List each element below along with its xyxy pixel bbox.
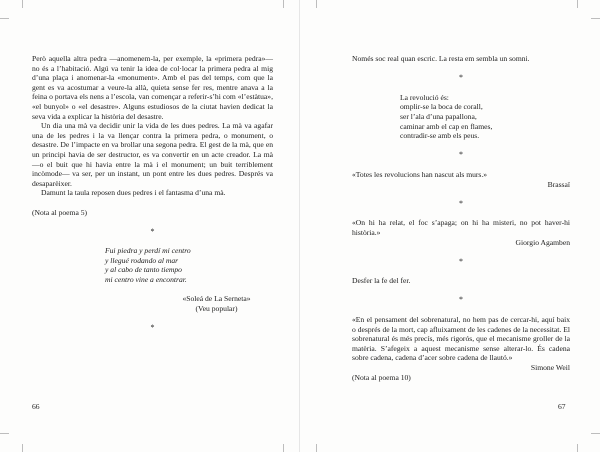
poem-note: (Nota al poema 10) xyxy=(352,372,411,382)
poem-line: omplir-se la boca de corall, xyxy=(400,102,483,112)
crop-mark xyxy=(0,18,9,19)
crop-mark xyxy=(577,0,578,8)
page-number-right: 67 xyxy=(558,402,566,411)
crop-mark xyxy=(316,444,317,452)
section-separator: * xyxy=(459,295,463,305)
attribution-title: «Soleá de La Serneta» xyxy=(182,294,251,304)
quote-author: Giorgio Agamben xyxy=(515,237,570,247)
poem-line: Fui piedra y perdí mi centro xyxy=(105,246,191,256)
poem-line: y llegué rodando al mar xyxy=(105,255,179,265)
poem-line: ser l’ala d’una papallona, xyxy=(400,111,477,121)
quote: «On hi ha relat, el foc s’apaga; on hi ha misteri, no pot haver-hi història.» xyxy=(352,218,570,237)
crop-mark xyxy=(591,433,600,434)
poem-note: (Nota al poema 5) xyxy=(32,207,88,217)
paragraph: Només soc real quan escric. La resta em sembla un somni. xyxy=(352,54,530,63)
crop-mark xyxy=(591,18,600,19)
section-separator: * xyxy=(459,256,463,266)
quote: «En el pensament del sobrenatural, no hem pas de cercar-hi, aquí baix o després de la mort, cap afluixament de les cadenes de la necessitat. El sobrenatural és més precís, més rigorós, que el mecanisme groller de la matèria. S’afegeix a aquest mecanisme sense alterar-lo. És cadena sobre cadena, cadena d’acer sobre cadena de llautó.» xyxy=(352,315,570,363)
crop-mark xyxy=(283,444,284,452)
right-page-text xyxy=(352,54,570,382)
poem-line: y al cabo de tanto tiempo xyxy=(105,265,182,275)
crop-mark xyxy=(577,444,578,452)
attribution-source: (Veu popular) xyxy=(195,303,238,313)
section-separator: * xyxy=(150,226,155,236)
paragraph: Damunt la taula reposen dues pedres i el fantasma d’una mà. xyxy=(41,188,226,198)
quote-author: Simone Weil xyxy=(530,363,570,373)
section-separator: * xyxy=(459,73,463,83)
section-separator: * xyxy=(459,198,463,208)
poem-stanza xyxy=(352,93,570,141)
poem-attribution xyxy=(32,294,273,313)
paragraph: Un dia una mà va decidir unir la vida de les dues pedres. La mà va agafar una de les pedres i la va llençar contra la primera pedra, o monument, o desastre. De l’impacte en va brollar una segona pedra. El gest de la mà, que en un principi havia de ser destructor, es va convertir en un acte creador. La mà —o el buit que hi havia entre la mà i el monument; un buit terriblement incòmode— va ser, per un instant, un pont entre les dues pedres. Després va desaparèixer. xyxy=(32,121,273,188)
poem-line: mi centro vine a encontrar. xyxy=(105,275,187,285)
left-page-text xyxy=(32,54,273,333)
page-number-left: 66 xyxy=(32,402,40,411)
poem-line: contradir-se amb els peus. xyxy=(400,131,480,141)
poem-line: La revolució és: xyxy=(400,92,449,102)
crop-mark xyxy=(283,0,284,8)
paragraph: Però aquella altra pedra —anomenem-la, per exemple, la «primera pedra»— no és a l’habitació. Algú va tenir la idea de col·locar la primera pedra al mig d’una plaça i anomenar-la «monument». Amb el pas del temps, com que la gent es va acostumar a veure-la allà, quieta sense fer res, mentre anava a la feina o portava els nens a l’escola, van començar a referir-s’hi com «l’estàtua», «el bunyol» o «el desastre». Alguns estudiosos de la ciutat havien dedicat la seva vida a explicar la història del desastre. xyxy=(32,54,273,121)
crop-mark xyxy=(22,0,23,8)
section-separator: * xyxy=(150,323,155,333)
poem-line: caminar amb el cap en flames, xyxy=(400,121,493,131)
quote: «Totes les revolucions han nascut als murs.» xyxy=(352,169,488,179)
crop-mark xyxy=(316,0,317,8)
quote-author: Brassaï xyxy=(547,179,570,189)
section-separator: * xyxy=(459,150,463,160)
crop-mark xyxy=(22,444,23,452)
poem-stanza xyxy=(32,246,273,284)
paragraph: Desfer la fe del fer. xyxy=(352,276,411,286)
crop-mark xyxy=(0,433,9,434)
